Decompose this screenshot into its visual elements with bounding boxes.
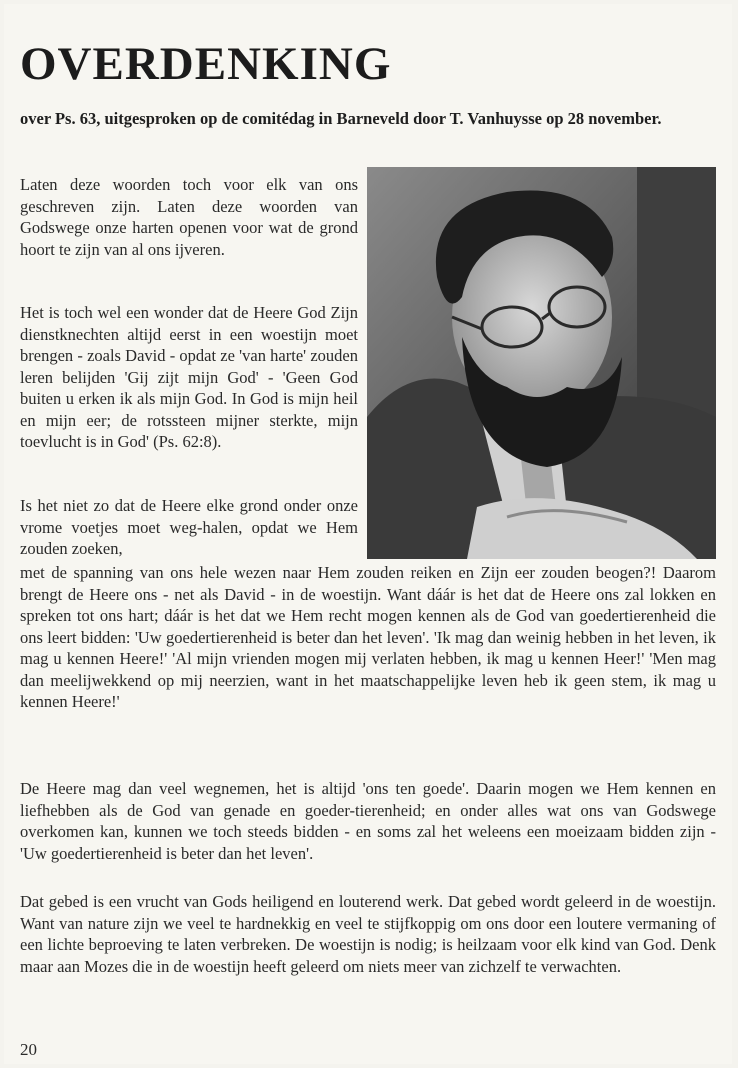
paragraph-text: De Heere mag dan veel wegnemen, het is altijd 'ons ten goede'. Daarin mogen we Hem kennen en liefhebben als de God van genade en goeder-tierenheid; en onder alles wat ons van Godswege overkomen kan, kunnen we toch steeds bidden - en soms zal het weleens een moeizaam bidden zijn - 'Uw goedertierenheid is beter dan het leven'. [20, 779, 716, 863]
column-paragraph-3 [20, 495, 358, 560]
paragraph-text: Het is toch wel een wonder dat de Heere God Zijn dienstknechten altijd eerst in een woestijn moet brengen - zoals David - opdat ze 'van harte' zouden leren belijden 'Gij zijt mijn God' - 'Geen God buiten u erken ik als mijn God. In God is mijn heil en mijn eer; de rotssteen mijner sterkte, mijn toevlucht is in God' (Ps. 62:8). [20, 303, 358, 451]
paragraph-text: met de spanning van ons hele wezen naar Hem zouden reiken en Zijn eer zouden beogen?! Daarom brengt de Heere ons - net als David - in de woestijn. Want dáár is het dat de Heere ons zal lokken en spreken tot ons hart; dáár is het dat we Hem recht mogen kennen als de God van goedertierenheid die ons leert bidden: 'Uw goedertierenheid is beter dan het leven'. 'Ik mag dan weinig hebben in het leven, ik mag u kennen Heere!' 'Al mijn vrienden mogen mij verlaten hebben, ik mag u kennen Heer!' 'Men mag dan meelijwekkend op mij neerzien, want in het maatschappelijke leven heb ik geen stem, ik mag u kennen Heere!' [20, 563, 716, 711]
paragraph-text: Is het niet zo dat de Heere elke grond onder onze vrome voetjes moet weg-halen, opdat we Hem zouden zoeken, [20, 496, 358, 558]
column-paragraph-2 [20, 302, 358, 453]
page-number: 20 [20, 1040, 37, 1059]
column-paragraph-1 [20, 174, 358, 260]
full-paragraph-3 [20, 891, 716, 977]
paragraph-text: Dat gebed is een vrucht van Gods heiligend en louterend werk. Dat gebed wordt geleerd in de woestijn. Want van nature zijn we veel te hardnekkig en veel te stijfkoppig om ons door een loutere vermaning of een lichte beproeving te laten verbreken. De woestijn is nodig; is heilzaam voor elk kind van God. Denk maar aan Mozes die in de woestijn heeft geleerd om niets meer van zichzelf te verwachten. [20, 892, 716, 976]
full-paragraph-2 [20, 778, 716, 864]
page-title: OVERDENKING [20, 38, 392, 90]
portrait-illustration [367, 167, 716, 559]
full-paragraph-1 [20, 562, 716, 713]
portrait-photo [367, 167, 716, 559]
paragraph-text: Laten deze woorden toch voor elk van ons geschreven zijn. Laten deze woorden van Godswege onze harten openen voor wat de grond hoort te zijn van al ons ijveren. [20, 175, 358, 259]
page [4, 4, 732, 1064]
subtitle: over Ps. 63, uitgesproken op de comitédag in Barneveld door T. Vanhuysse op 28 november. [20, 109, 662, 128]
